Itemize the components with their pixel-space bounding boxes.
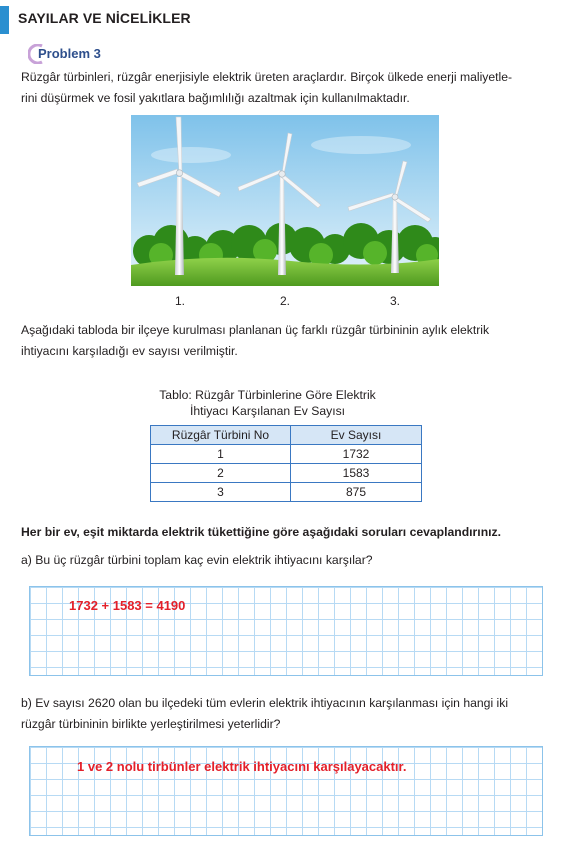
table-row: [151, 464, 422, 483]
question-b-line-2: rüzgâr türbininin birlikte yerleştirilmesi yeterlidir?: [21, 717, 281, 731]
table-intro-paragraph: [21, 320, 549, 362]
table-header-row: [151, 426, 422, 445]
wind-turbines-image: [131, 115, 439, 286]
instruction-text: Her bir ev, eşit miktarda elektrik tükettiğine göre aşağıdaki soruları cevaplandırınız.: [21, 525, 502, 539]
table-cell: 3: [151, 483, 291, 502]
answer-grid-a: [29, 586, 543, 676]
table-row: [151, 483, 422, 502]
answer-b-text: 1 ve 2 nolu tirbünler elektrik ihtiyacını karşılayacaktır.: [77, 759, 407, 774]
turbine-label-2: 2.: [280, 294, 291, 308]
table-caption: [130, 387, 405, 419]
table-intro-line-1: Aşağıdaki tabloda bir ilçeye kurulması planlanan üç farklı rüzgâr türbininin aylık elektrik: [21, 323, 490, 337]
table-intro-line-2: ihtiyacını karşıladığı ev sayısı verilmiştir.: [21, 344, 238, 358]
question-a-text: a) Bu üç rüzgâr türbini toplam kaç evin elektrik ihtiyacını karşılar?: [21, 553, 373, 567]
question-b-line-1: b) Ev sayısı 2620 olan bu ilçedeki tüm evlerin elektrik ihtiyacının karşılanması için hangi iki: [21, 696, 509, 710]
header-accent-bar: [0, 6, 9, 34]
intro-line-2: rini düşürmek ve fosil yakıtlara bağımlılığı azaltmak için kullanılmaktadır.: [21, 91, 410, 105]
answer-grid-b: [29, 746, 543, 836]
section-title: SAYILAR VE NİCELİKLER: [18, 10, 191, 26]
table-caption-line-1: Tablo: Rüzgâr Türbinlerine Göre Elektrik: [159, 388, 376, 402]
turbine-label-1: 1.: [175, 294, 186, 308]
table-cell: 875: [291, 483, 422, 502]
intro-paragraph: [21, 67, 549, 109]
turbine-data-table: [150, 425, 422, 502]
table-cell: 1732: [291, 445, 422, 464]
intro-line-1: Rüzgâr türbinleri, rüzgâr enerjisiyle elektrik üreten araçlardır. Birçok ülkede enerji maliyetle-: [21, 70, 513, 84]
problem-label: Problem 3: [38, 46, 101, 61]
table-cell: 1583: [291, 464, 422, 483]
table-row: [151, 445, 422, 464]
table-cell: 2: [151, 464, 291, 483]
column-header-house-count: Ev Sayısı: [291, 426, 422, 445]
table-caption-line-2: İhtiyacı Karşılanan Ev Sayısı: [189, 404, 346, 418]
table-cell: 1: [151, 445, 291, 464]
column-header-turbine-no: Rüzgâr Türbini No: [151, 426, 291, 445]
answer-a-text: 1732 + 1583 = 4190: [69, 598, 186, 613]
question-b-paragraph: [21, 693, 549, 735]
turbine-label-3: 3.: [390, 294, 401, 308]
